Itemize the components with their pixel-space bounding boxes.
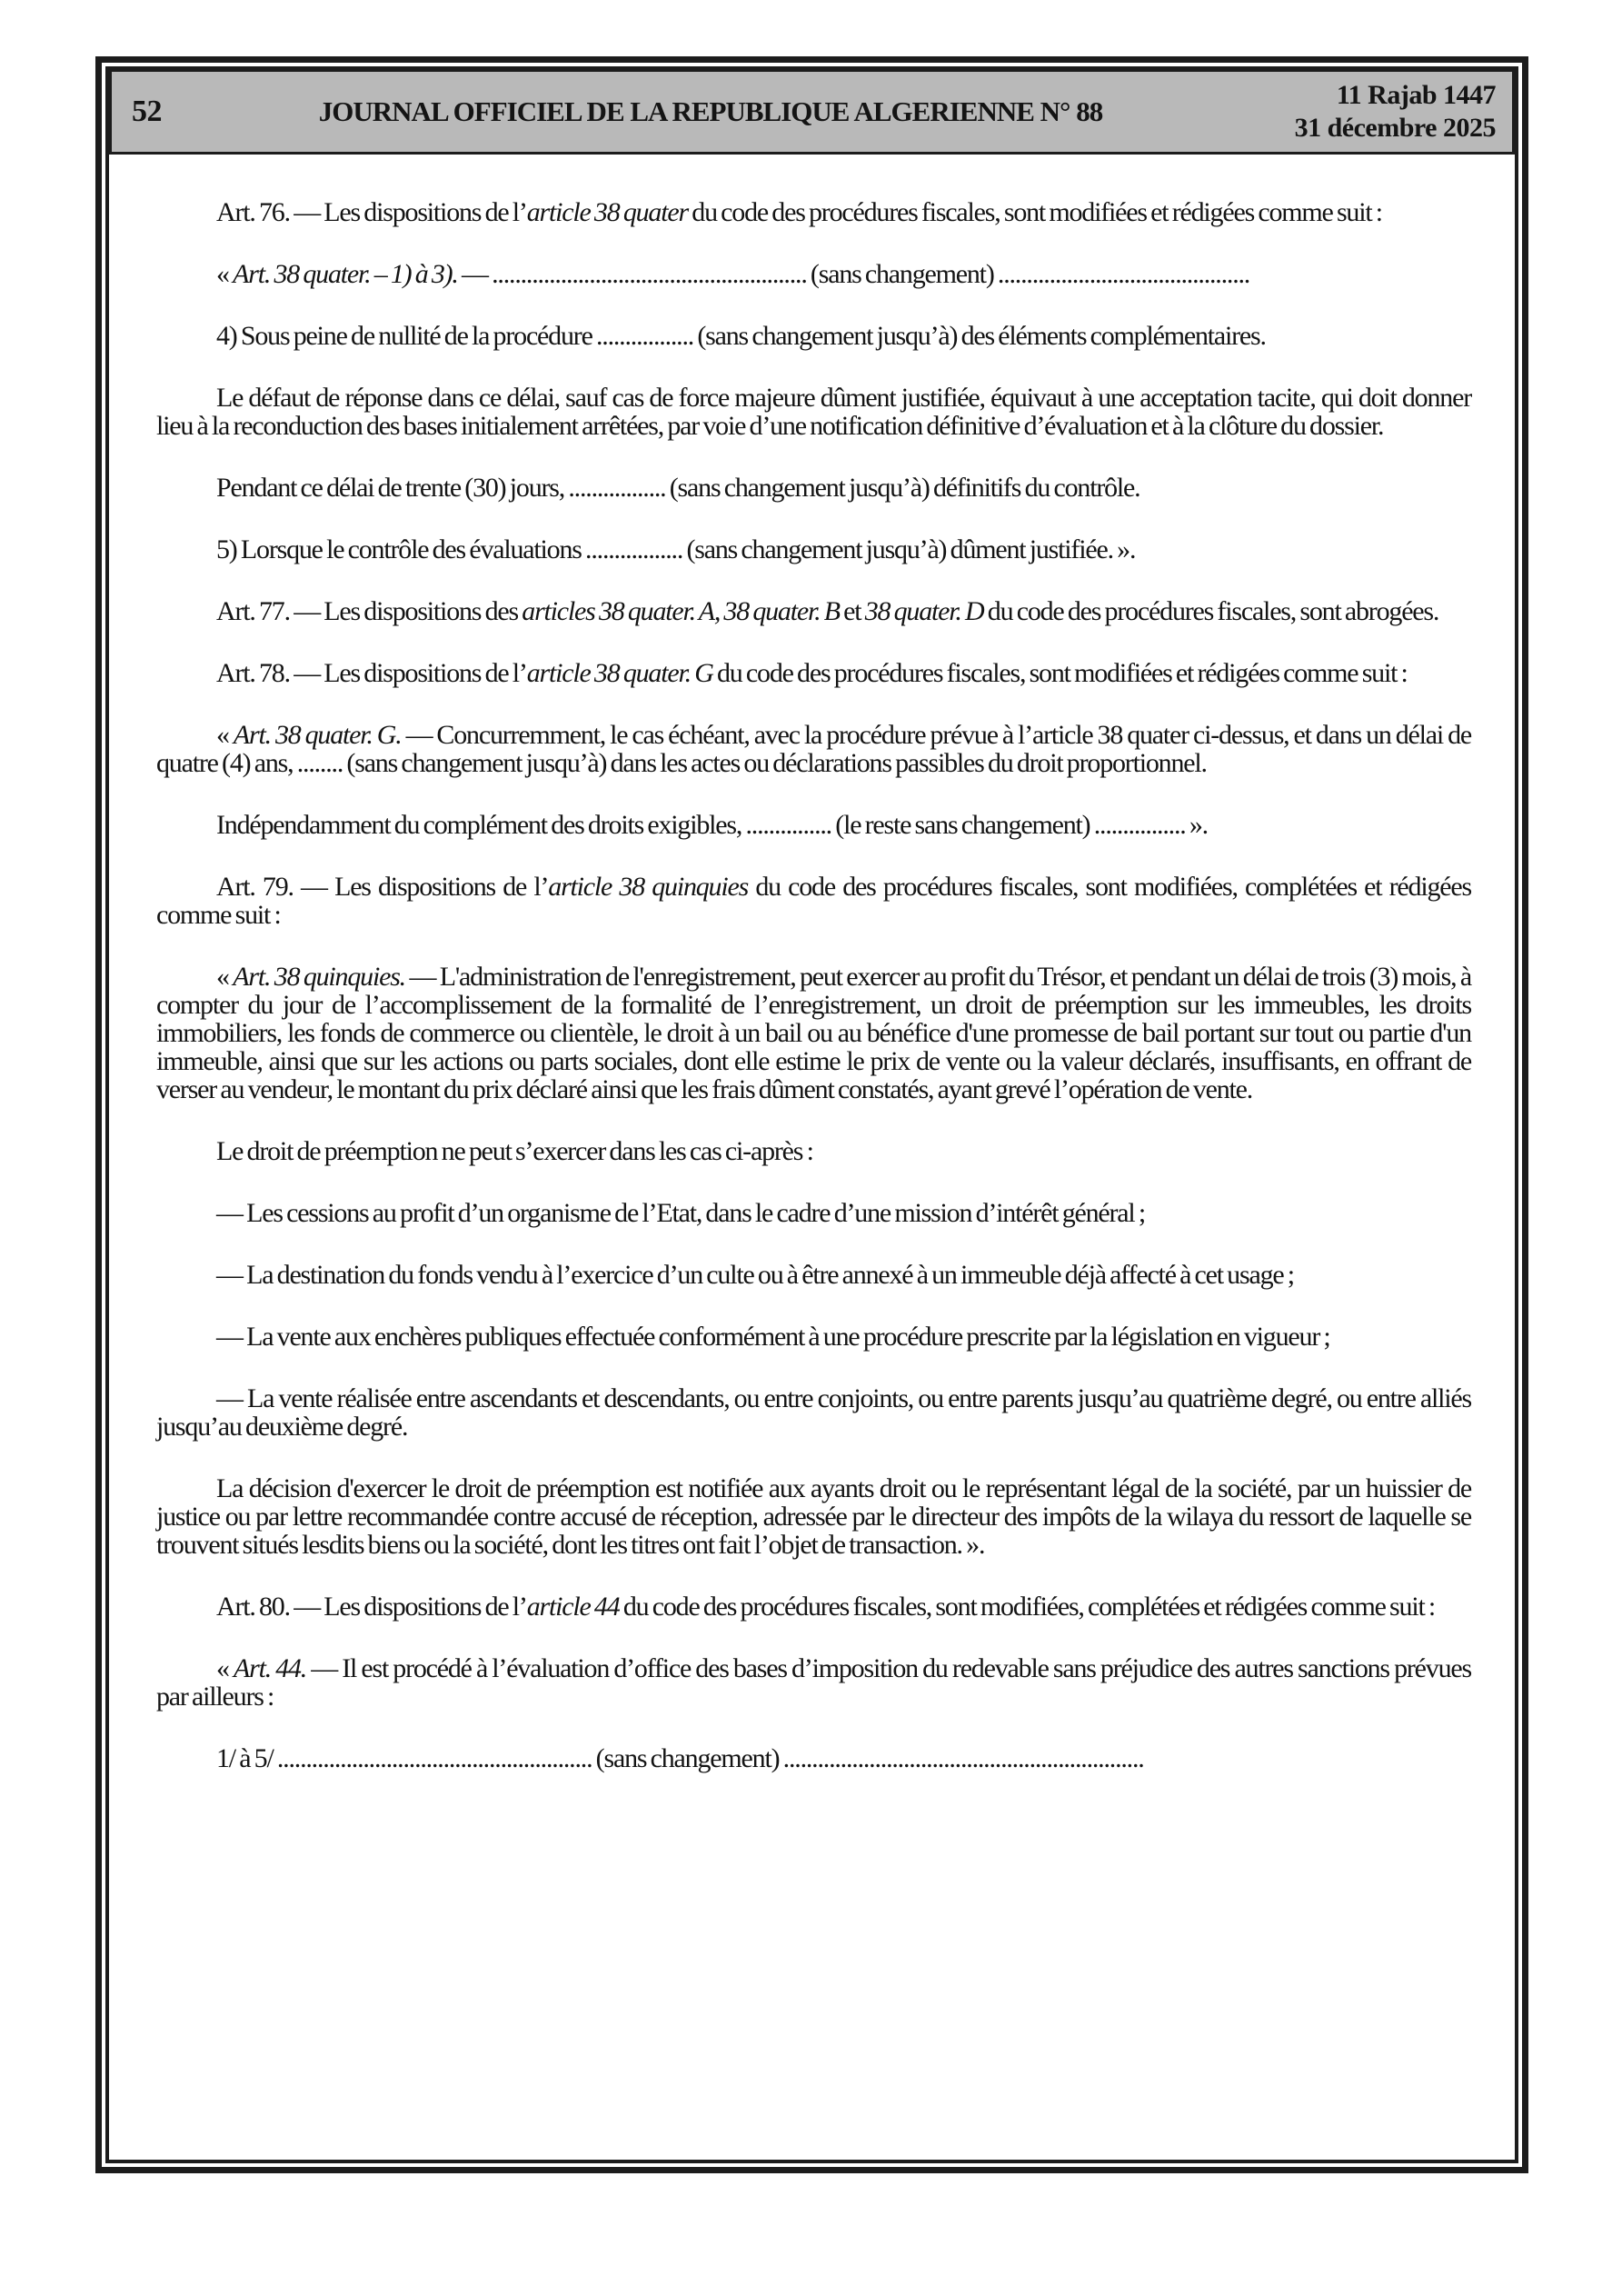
italic-text-run: article 44 — [526, 1592, 620, 1622]
journal-title: JOURNAL OFFICIEL DE LA REPUBLIQUE ALGERIENNE N° 88 — [318, 95, 1103, 127]
text-run: Art. 77. — Les dispositions des — [216, 596, 522, 626]
text-run: La décision d'exercer le droit de préemption est notifiée aux ayants droit ou le représentant légal de la société, par un huissier de justice ou par lettre recommandée contre accusé de réception, adressée par le directeur des impôts de la wilaya du ressort de laquelle se trouvent situés lesdits biens ou la société, dont les titres ont fait l’objet de transaction. ». — [156, 1473, 1471, 1560]
paragraph — [156, 1744, 1471, 1772]
text-run: Art. 76. — Les dispositions de l’ — [216, 197, 527, 227]
paragraph — [156, 1261, 1471, 1289]
paragraph — [156, 1384, 1471, 1441]
text-run: — La vente réalisée entre ascendants et descendants, ou entre conjoints, ou entre parents jusqu’au quatrième degré, ou entre alliés jusqu’au deuxième degré. — [156, 1383, 1471, 1442]
text-run: — La destination du fonds vendu à l’exercice d’un culte ou à être annexé à un immeuble déjà affecté à cet usage ; — [216, 1260, 1294, 1290]
text-run: Indépendamment du complément des droits exigibles, ............... (le reste sans changement) ................ ». — [216, 810, 1208, 840]
paragraph — [156, 198, 1471, 226]
text-run: du code des procédures fiscales, sont modifiées, complétées et rédigées comme suit : — [619, 1592, 1436, 1622]
text-run: Art. 80. — Les dispositions de l’ — [216, 1592, 527, 1622]
text-run: du code des procédures fiscales, sont modifiées et rédigées comme suit : — [712, 658, 1408, 688]
page-number: 52 — [132, 95, 162, 128]
italic-text-run: Art. 38 quinquies. — [233, 962, 405, 992]
text-run: Pendant ce délai de trente (30) jours, ................. (sans changement jusqu’à) définitifs du contrôle. — [216, 473, 1140, 503]
paragraph — [156, 1323, 1471, 1351]
text-run: « — [216, 259, 234, 289]
text-run: Le droit de préemption ne peut s’exercer dans les cas ci-après : — [216, 1136, 813, 1166]
text-run: « — [216, 1653, 234, 1683]
header-dates — [1250, 79, 1512, 145]
text-run: — Il est procédé à l’évaluation d’office des bases d’imposition du redevable sans préjudice des autres sanctions prévues par ailleurs : — [156, 1653, 1471, 1712]
text-run: Le défaut de réponse dans ce délai, sauf cas de force majeure dûment justifiée, équivaut à une acceptation tacite, qui doit donner lieu à la reconduction des bases initialement arrêtées, par voie d’une notification définitive d’évaluation et à la clôture du dossier. — [156, 383, 1471, 441]
text-run: « — [216, 962, 234, 992]
italic-text-run: Art. 44. — [233, 1653, 307, 1683]
italic-text-run: article 38 quater. G — [526, 658, 713, 688]
paragraph — [156, 873, 1471, 929]
italic-text-run: article 38 quinquies — [548, 872, 749, 902]
paragraph — [156, 1474, 1471, 1559]
text-run: 4) Sous peine de nullité de la procédure ................. (sans changement jusqu’à) des éléments complémentaires. — [216, 321, 1266, 351]
text-run: du code des procédures fiscales, sont modifiées et rédigées comme suit : — [687, 197, 1382, 227]
paragraph — [156, 474, 1471, 502]
text-run: — ....................................................... (sans changement) ............................................ — [457, 259, 1250, 289]
text-run: et — [839, 596, 865, 626]
document-body — [109, 155, 1515, 1772]
page-border-inner — [105, 66, 1518, 2163]
italic-text-run: articles 38 quater. A, 38 quater. B — [522, 596, 840, 626]
text-run: du code des procédures fiscales, sont abrogées. — [983, 596, 1439, 626]
italic-text-run: Art. 38 quater. G. — [233, 720, 402, 750]
text-run: du code des procédures fiscales, sont modifiées, complétées et rédigées comme suit : — [156, 872, 1471, 930]
paragraph — [156, 1199, 1471, 1227]
paragraph — [156, 322, 1471, 350]
paragraph — [156, 535, 1471, 564]
paragraph — [156, 721, 1471, 777]
page-border-outer — [95, 56, 1528, 2173]
paragraph — [156, 1654, 1471, 1711]
paragraph — [156, 1592, 1471, 1621]
paragraph — [156, 1137, 1471, 1165]
italic-text-run: article 38 quater — [526, 197, 688, 227]
paragraph — [156, 659, 1471, 687]
paragraph — [156, 597, 1471, 625]
italic-text-run: 38 quater. D — [864, 596, 984, 626]
paragraph — [156, 384, 1471, 440]
text-run: — L'administration de l'enregistrement, peut exercer au profit du Trésor, et pendant un délai de trois (3) mois, à compter du jour de l’accomplissement de la formalité de l’enregistrement, un droit de préemption sur les immeubles, les droits immobiliers, les fonds de commerce ou clientèle, le droit à un bail ou au bénéfice d'une promesse de bail portant sur tout ou partie d'un immeuble, ainsi que sur les actions ou parts sociales, dont elle estime le prix de vente ou la valeur déclarés, insuffisants, en offrant de verser au vendeur, le montant du prix déclaré ainsi que les frais dûment constatés, ayant grevé l’opération de vente. — [156, 962, 1471, 1104]
paragraph — [156, 963, 1471, 1103]
text-run: — La vente aux enchères publiques effectuée conformément à une procédure prescrite par la législation en vigueur ; — [216, 1322, 1330, 1352]
text-run: Art. 79. — Les dispositions de l’ — [216, 872, 549, 902]
page-header — [109, 70, 1515, 155]
date-gregorian: 31 décembre 2025 — [1294, 113, 1496, 143]
text-run: « — [216, 720, 234, 750]
date-hijri: 11 Rajab 1447 — [1336, 80, 1496, 110]
text-run: — Concurremment, le cas échéant, avec la procédure prévue à l’article 38 quater ci-dessus, et dans un délai de quatre (4) ans, ........ (sans changement jusqu’à) dans les actes ou déclarations passibles du droit proportionnel. — [156, 720, 1471, 778]
italic-text-run: Art. 38 quater. – 1) à 3). — [233, 259, 458, 289]
paragraph — [156, 260, 1471, 288]
paragraph — [156, 811, 1471, 839]
text-run: Art. 78. — Les dispositions de l’ — [216, 658, 527, 688]
text-run: 1/ à 5/ ....................................................... (sans changement) ............................................................... — [216, 1743, 1144, 1773]
text-run: 5) Lorsque le contrôle des évaluations ................. (sans changement jusqu’à) dûment justifiée. ». — [216, 534, 1136, 564]
text-run: — Les cessions au profit d’un organisme de l’Etat, dans le cadre d’une mission d’intérêt général ; — [216, 1198, 1145, 1228]
